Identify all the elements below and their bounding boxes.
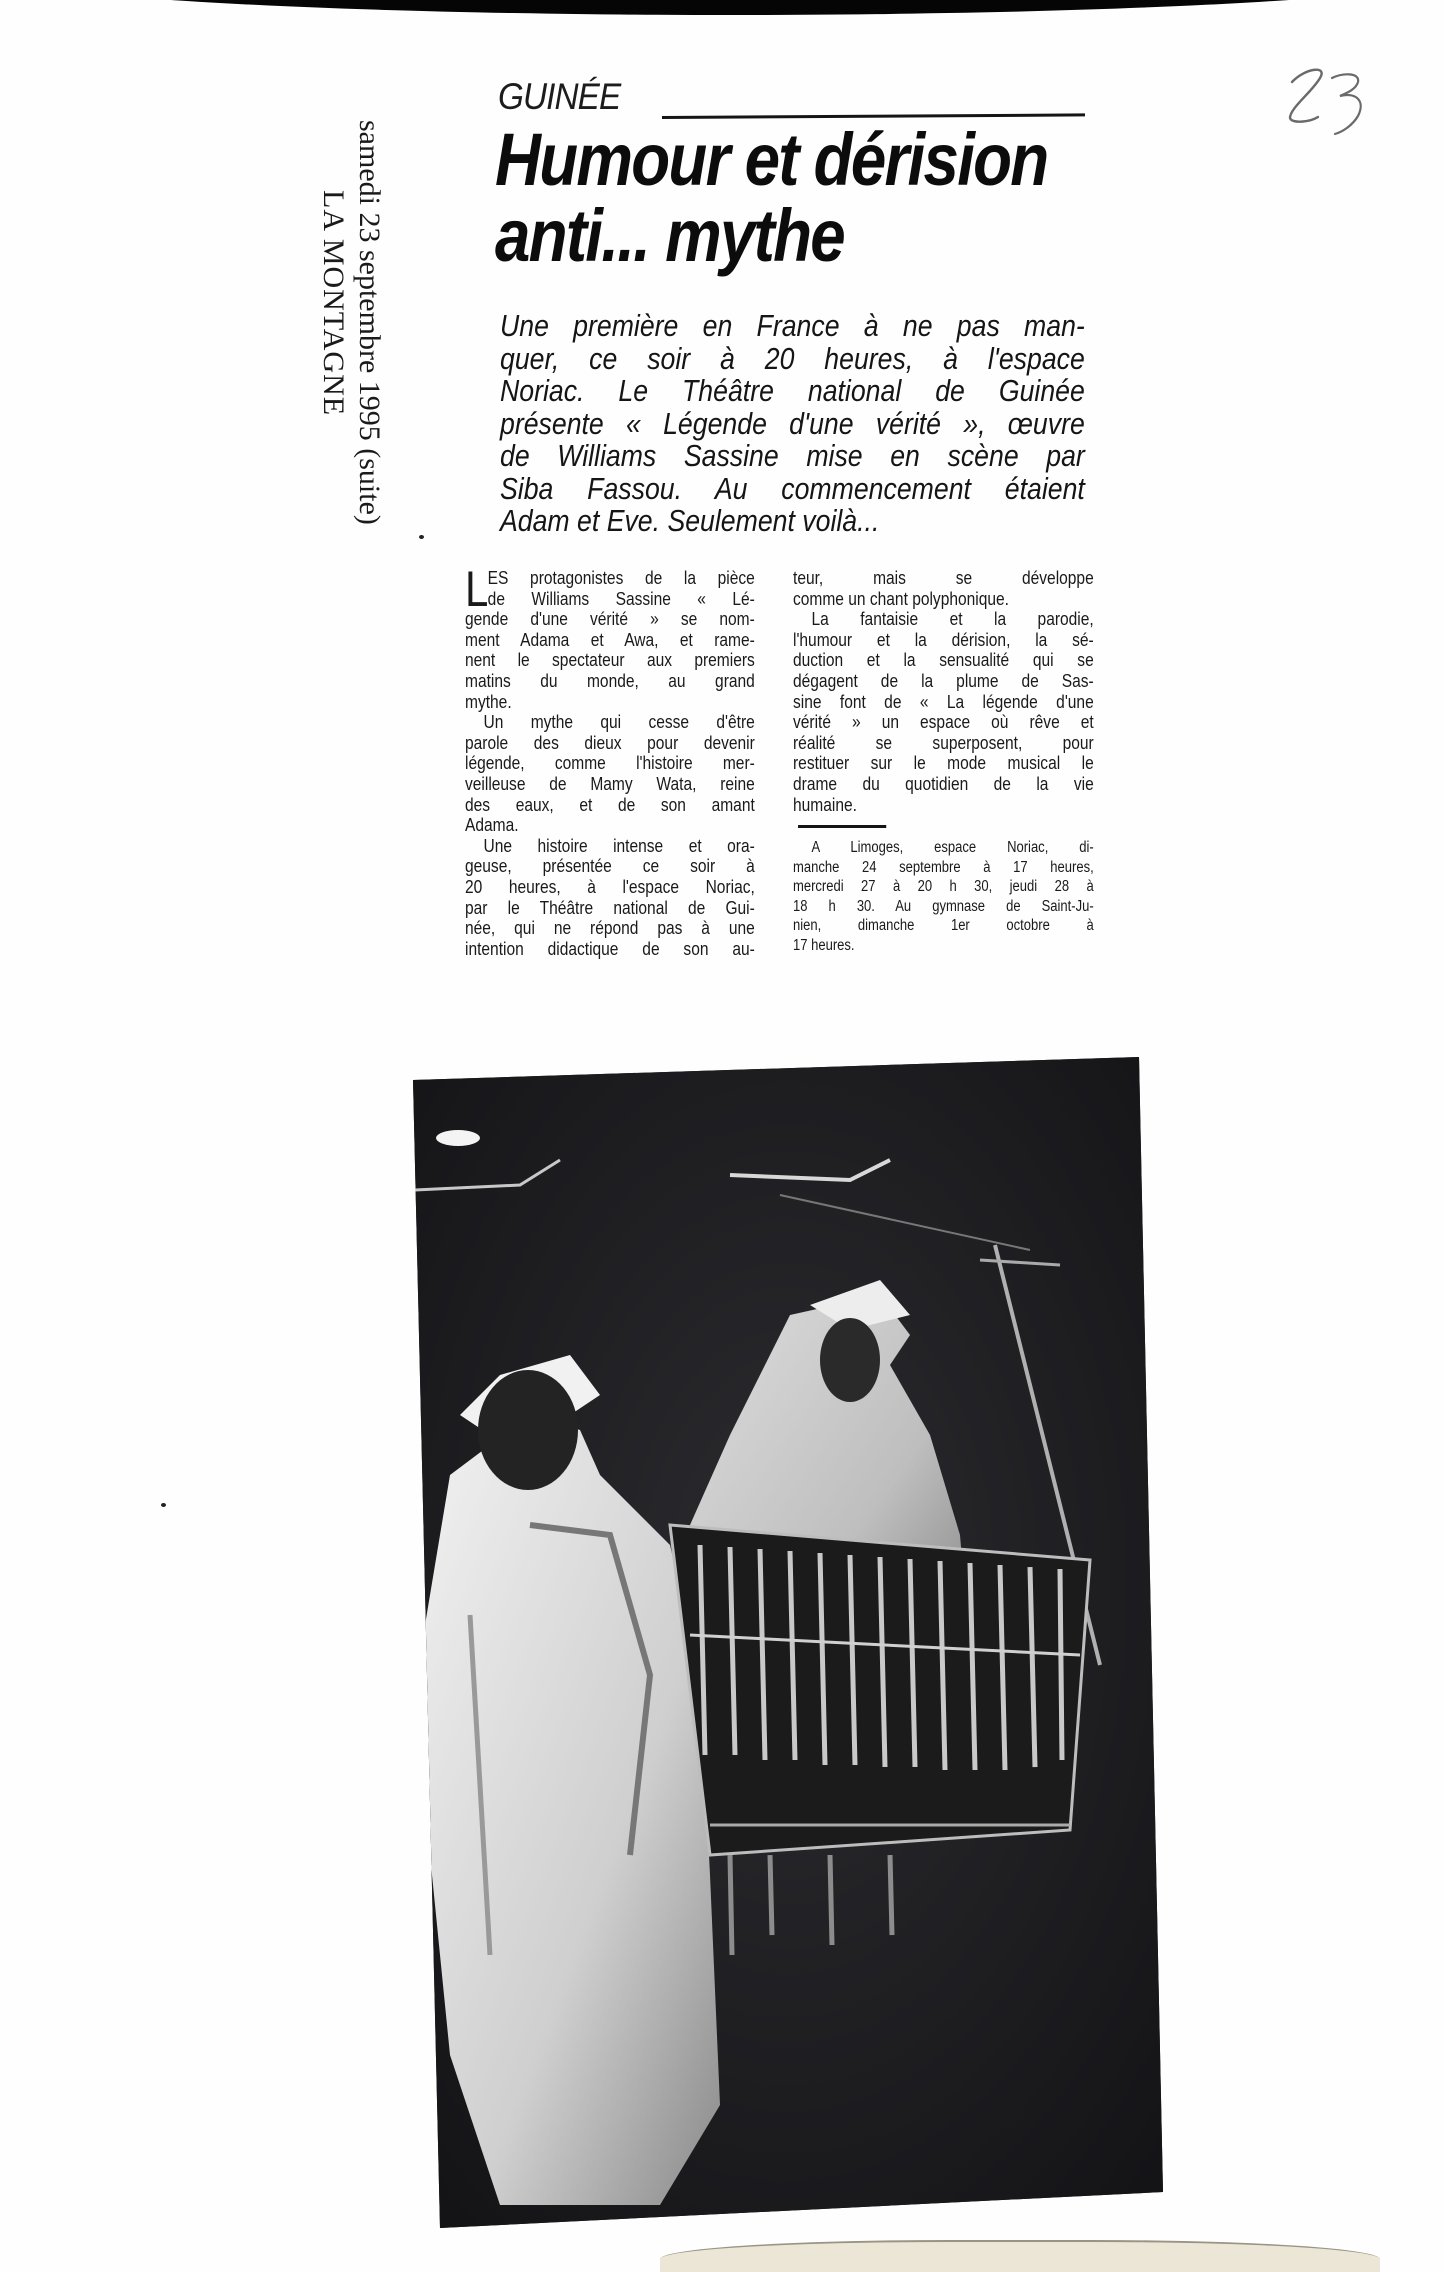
info-line: 17 heures. bbox=[793, 936, 855, 954]
info-line: A Limoges, espace Noriac, di- bbox=[811, 839, 1094, 857]
body-line: réalité se superposent, pour bbox=[793, 731, 1094, 753]
body-line: des eaux, et de son amant bbox=[465, 793, 755, 815]
body-line: nent le spectateur aux premiers bbox=[465, 649, 755, 671]
headline-line: Humour et dérision bbox=[495, 118, 1048, 201]
masthead-date: samedi 23 septembre 1995 (suite) bbox=[353, 120, 386, 525]
body-line: sine font de « La légende d'une bbox=[793, 690, 1094, 712]
margin-dot bbox=[419, 535, 424, 539]
article-headline bbox=[495, 118, 1048, 277]
body-line: veilleuse de Mamy Wata, reine bbox=[465, 772, 755, 794]
headline-line: anti... mythe bbox=[495, 194, 844, 277]
article-lede bbox=[500, 310, 1085, 538]
section-kicker: GUINÉE bbox=[498, 76, 621, 117]
info-separator-rule bbox=[798, 825, 886, 828]
scan-edge-bottom bbox=[660, 2240, 1380, 2272]
lede-line: Noriac. Le Théâtre national de Guinée bbox=[500, 373, 1085, 408]
body-line: comme un chant polyphonique. bbox=[793, 587, 1009, 609]
body-line: ES protagonistes de la pièce bbox=[487, 567, 755, 588]
body-line: teur, mais se développe bbox=[793, 567, 1094, 588]
body-line: matins du monde, au grand bbox=[465, 669, 755, 691]
body-line: ment Adama et Awa, et rame- bbox=[465, 628, 755, 650]
body-line: humaine. bbox=[793, 793, 857, 815]
performance-info bbox=[793, 838, 1094, 955]
body-line: Adama. bbox=[465, 814, 519, 836]
info-line: mercredi 27 à 20 h 30, jeudi 28 à bbox=[793, 878, 1094, 896]
body-line: gende d'une vérité » se nom- bbox=[465, 608, 755, 630]
body-line: drame du quotidien de la vie bbox=[793, 772, 1094, 794]
body-line: légende, comme l'histoire mer- bbox=[465, 752, 755, 774]
body-line: vérité » un espace où rêve et bbox=[793, 711, 1094, 733]
body-line: duction et la sensualité qui se bbox=[793, 649, 1094, 671]
margin-dot bbox=[161, 1503, 166, 1507]
masthead bbox=[297, 120, 387, 620]
drop-cap: L bbox=[465, 561, 489, 617]
body-line: mythe. bbox=[465, 690, 512, 712]
body-line: 20 heures, à l'espace Noriac, bbox=[465, 875, 755, 897]
body-line: parole des dieux pour devenir bbox=[465, 731, 755, 753]
info-line: 18 h 30. Au gymnase de Saint-Ju- bbox=[793, 897, 1094, 915]
body-line: intention didactique de son au- bbox=[465, 937, 755, 959]
lede-line: Adam et Eve. Seulement voilà... bbox=[500, 503, 880, 538]
body-line: par le Théâtre national de Gui- bbox=[465, 896, 755, 918]
info-line: nien, dimanche 1er octobre à bbox=[793, 917, 1094, 935]
body-line: La fantaisie et la parodie, bbox=[811, 608, 1094, 630]
stage-photo-image bbox=[410, 1055, 1166, 2231]
lede-line: Une première en France à ne pas man- bbox=[500, 308, 1085, 343]
scan-shadow-top bbox=[0, 0, 1444, 15]
body-line: Une histoire intense et ora- bbox=[483, 834, 755, 856]
body-line: dégagent de la plume de Sas- bbox=[793, 669, 1094, 691]
body-column-2 bbox=[793, 568, 1094, 955]
body-line: née, qui ne répond pas à une bbox=[465, 917, 755, 939]
lede-line: de Williams Sassine mise en scène par bbox=[500, 438, 1085, 473]
info-line: manche 24 septembre à 17 heures, bbox=[793, 858, 1094, 876]
body-column-1 bbox=[465, 561, 755, 959]
stage-photo bbox=[410, 1055, 1166, 2231]
lede-line: Siba Fassou. Au commencement étaient bbox=[500, 470, 1085, 506]
body-line: geuse, présentée ce soir à bbox=[465, 855, 755, 877]
masthead-paper-name: LA MONTAGNE bbox=[317, 190, 350, 417]
body-line: de Williams Sassine « Lé- bbox=[487, 587, 755, 609]
body-line: l'humour et la dérision, la sé- bbox=[793, 628, 1094, 650]
body-line: restituer sur le mode musical le bbox=[793, 752, 1094, 774]
lede-line: quer, ce soir à 20 heures, à l'espace bbox=[500, 340, 1085, 376]
body-line: Un mythe qui cesse d'être bbox=[483, 711, 755, 733]
lede-line: présente « Légende d'une vérité », œuvre bbox=[500, 405, 1085, 441]
pencil-page-number bbox=[1280, 60, 1380, 150]
